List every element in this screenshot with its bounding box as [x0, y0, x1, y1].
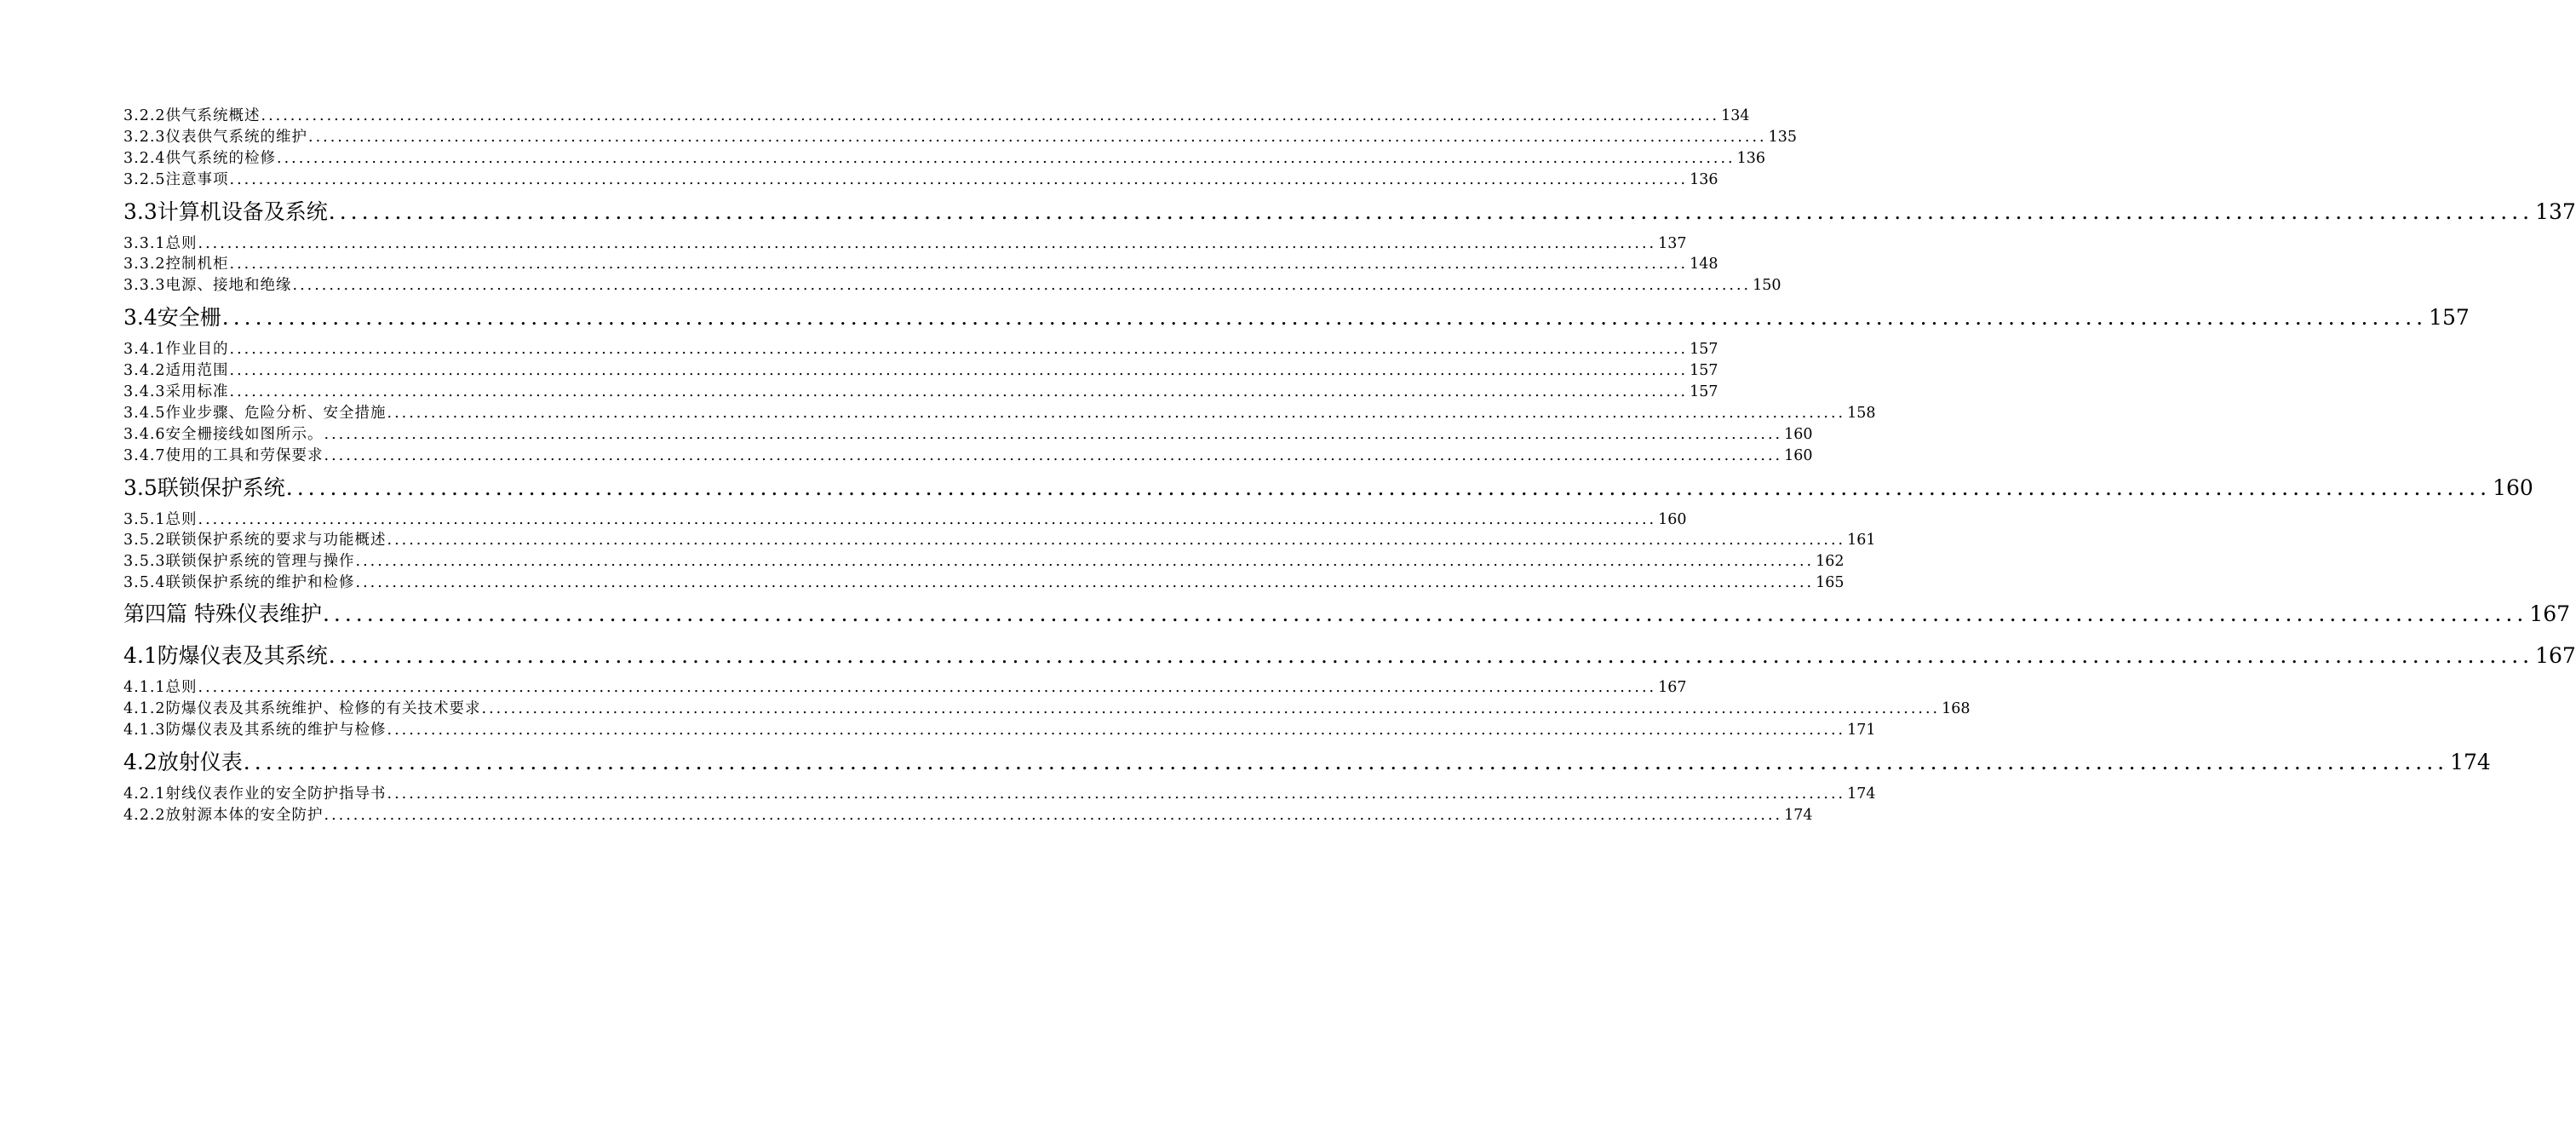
- table-of-contents: [123, 106, 2576, 826]
- toc-entry-page-number: 174: [1847, 785, 1876, 803]
- toc-entry[interactable]: [123, 254, 1718, 275]
- toc-entry-page-number: 148: [1690, 256, 1718, 273]
- toc-leader-dots: ........................................................................................................................................................................................................: [277, 149, 1736, 167]
- toc-leader-dots: ........................................................................................................................................................................................................: [243, 749, 2449, 774]
- toc-section-heading[interactable]: [123, 467, 2533, 509]
- toc-entry[interactable]: [123, 233, 1687, 255]
- toc-leader-dots: ........................................................................................................................................................................................................: [221, 305, 2428, 331]
- toc-entry-page-number: 167: [2529, 601, 2571, 627]
- toc-entry-page-number: 162: [1816, 553, 1845, 571]
- toc-leader-dots: ........................................................................................................................................................................................................: [229, 341, 1689, 359]
- toc-entry[interactable]: [123, 699, 1971, 720]
- toc-entry[interactable]: [123, 446, 1813, 467]
- toc-entry-page-number: 168: [1942, 700, 1971, 718]
- toc-entry-title: 3.4.1作业目的: [123, 341, 229, 359]
- toc-entry-title: 3.5.3联锁保护系统的管理与操作: [123, 553, 355, 571]
- toc-entry-page-number: 137: [2535, 199, 2576, 224]
- toc-leader-dots: ........................................................................................................................................................................................................: [229, 170, 1689, 188]
- toc-entry[interactable]: [123, 275, 1781, 296]
- toc-entry[interactable]: [123, 339, 1718, 360]
- toc-leader-dots: ........................................................................................................................................................................................................: [285, 475, 2492, 500]
- toc-entry-page-number: 160: [2493, 475, 2533, 500]
- toc-entry-page-number: 137: [1658, 234, 1687, 252]
- toc-leader-dots: ........................................................................................................................................................................................................: [229, 362, 1689, 380]
- toc-entry-page-number: 157: [1690, 362, 1718, 380]
- toc-leader-dots: ........................................................................................................................................................................................................: [324, 446, 1783, 464]
- toc-leader-dots: ........................................................................................................................................................................................................: [198, 234, 1657, 252]
- toc-entry-title: 3.5.1总则: [123, 510, 198, 528]
- toc-entry[interactable]: [123, 424, 1813, 446]
- toc-entry[interactable]: [123, 382, 1718, 403]
- toc-entry[interactable]: [123, 805, 1813, 826]
- toc-leader-dots: ........................................................................................................................................................................................................: [324, 425, 1783, 443]
- toc-leader-dots: ........................................................................................................................................................................................................: [355, 574, 1815, 592]
- toc-entry[interactable]: [123, 784, 1876, 805]
- toc-entry-title: 3.5.4联锁保护系统的维护和检修: [123, 574, 355, 592]
- toc-leader-dots: ........................................................................................................................................................................................................: [229, 256, 1689, 273]
- toc-entry-title: 3.3.2控制机柜: [123, 256, 229, 273]
- toc-entry-title: 4.1.2防爆仪表及其系统维护、检修的有关技术要求: [123, 700, 481, 718]
- toc-entry-title: 3.3计算机设备及系统: [123, 199, 328, 224]
- toc-entry-page-number: 157: [2429, 305, 2470, 331]
- toc-entry-page-number: 136: [1736, 149, 1765, 167]
- toc-entry[interactable]: [123, 403, 1876, 424]
- toc-entry-title: 3.4.5作业步骤、危险分析、安全措施: [123, 404, 387, 422]
- toc-entry[interactable]: [123, 170, 1718, 191]
- toc-entry[interactable]: [123, 551, 1845, 572]
- toc-entry-title: 3.2.4供气系统的检修: [123, 149, 277, 167]
- toc-entry-page-number: 157: [1690, 383, 1718, 401]
- toc-entry-title: 3.4.6安全栅接线如图所示。: [123, 425, 324, 443]
- toc-entry[interactable]: [123, 572, 1845, 594]
- toc-entry-title: 3.5.2联锁保护系统的要求与功能概述: [123, 532, 387, 549]
- toc-entry[interactable]: [123, 720, 1876, 741]
- toc-entry-title: 3.2.3仪表供气系统的维护: [123, 128, 308, 146]
- toc-leader-dots: ........................................................................................................................................................................................................: [387, 721, 1846, 739]
- toc-entry-title: 4.1防爆仪表及其系统: [123, 643, 328, 669]
- toc-leader-dots: ........................................................................................................................................................................................................: [261, 107, 1720, 124]
- toc-entry-page-number: 157: [1690, 341, 1718, 359]
- toc-entry-title: 4.2放射仪表: [123, 749, 243, 774]
- toc-entry-title: 3.4.3采用标准: [123, 383, 229, 401]
- toc-leader-dots: ........................................................................................................................................................................................................: [355, 553, 1815, 571]
- toc-leader-dots: ........................................................................................................................................................................................................: [229, 383, 1689, 401]
- toc-entry-title: 3.4.2适用范围: [123, 362, 229, 380]
- toc-leader-dots: ........................................................................................................................................................................................................: [308, 128, 1767, 146]
- toc-entry-page-number: 136: [1690, 170, 1718, 188]
- toc-entry-page-number: 160: [1784, 446, 1813, 464]
- toc-leader-dots: ........................................................................................................................................................................................................: [328, 199, 2534, 224]
- toc-leader-dots: ........................................................................................................................................................................................................: [324, 806, 1783, 824]
- toc-entry-title: 3.2.2供气系统概述: [123, 107, 261, 124]
- toc-entry-page-number: 160: [1658, 510, 1687, 528]
- toc-leader-dots: ........................................................................................................................................................................................................: [198, 510, 1657, 528]
- toc-leader-dots: ........................................................................................................................................................................................................: [198, 679, 1657, 697]
- toc-entry-page-number: 174: [1784, 806, 1813, 824]
- toc-entry-page-number: 167: [2535, 643, 2576, 669]
- toc-entry-title: 3.3.1总则: [123, 234, 198, 252]
- toc-entry-page-number: 171: [1847, 721, 1876, 739]
- toc-entry[interactable]: [123, 530, 1876, 551]
- toc-entry-title: 4.1.1总则: [123, 679, 198, 697]
- toc-entry[interactable]: [123, 127, 1797, 148]
- toc-entry-title: 第四篇 特殊仪表维护: [123, 601, 322, 627]
- toc-entry[interactable]: [123, 360, 1718, 382]
- toc-entry-page-number: 150: [1753, 277, 1781, 295]
- toc-leader-dots: ........................................................................................................................................................................................................: [481, 700, 1941, 718]
- toc-entry-title: 4.1.3防爆仪表及其系统的维护与检修: [123, 721, 387, 739]
- toc-entry-title: 3.4.7使用的工具和劳保要求: [123, 446, 324, 464]
- toc-entry-title: 4.2.1射线仪表作业的安全防护指导书: [123, 785, 387, 803]
- toc-leader-dots: ........................................................................................................................................................................................................: [387, 532, 1846, 549]
- toc-entry-page-number: 167: [1658, 679, 1687, 697]
- toc-entry[interactable]: [123, 509, 1687, 531]
- toc-leader-dots: ........................................................................................................................................................................................................: [387, 404, 1846, 422]
- toc-leader-dots: ........................................................................................................................................................................................................: [328, 643, 2534, 669]
- toc-entry-page-number: 161: [1847, 532, 1876, 549]
- toc-entry-title: 3.2.5注意事项: [123, 170, 229, 188]
- toc-entry[interactable]: [123, 677, 1687, 699]
- toc-entry-title: 3.4安全栅: [123, 305, 221, 331]
- toc-part-heading[interactable]: [123, 594, 2571, 635]
- toc-entry-title: 3.3.3电源、接地和绝缘: [123, 277, 292, 295]
- toc-entry-page-number: 135: [1768, 128, 1797, 146]
- toc-entry-page-number: 134: [1721, 107, 1750, 124]
- toc-entry-page-number: 160: [1784, 425, 1813, 443]
- toc-section-heading[interactable]: [123, 191, 2576, 233]
- toc-entry-page-number: 165: [1816, 574, 1845, 592]
- toc-leader-dots: ........................................................................................................................................................................................................: [322, 601, 2528, 627]
- toc-section-heading[interactable]: [123, 635, 2576, 677]
- toc-entry-page-number: 158: [1847, 404, 1876, 422]
- toc-entry[interactable]: [123, 106, 1750, 127]
- toc-section-heading[interactable]: [123, 741, 2491, 784]
- toc-entry-title: 4.2.2放射源本体的安全防护: [123, 806, 324, 824]
- toc-leader-dots: ........................................................................................................................................................................................................: [387, 785, 1846, 803]
- toc-leader-dots: ........................................................................................................................................................................................................: [292, 277, 1752, 295]
- toc-section-heading[interactable]: [123, 296, 2470, 339]
- toc-entry-page-number: 174: [2450, 749, 2491, 774]
- toc-entry-title: 3.5联锁保护系统: [123, 475, 285, 500]
- toc-entry[interactable]: [123, 148, 1765, 170]
